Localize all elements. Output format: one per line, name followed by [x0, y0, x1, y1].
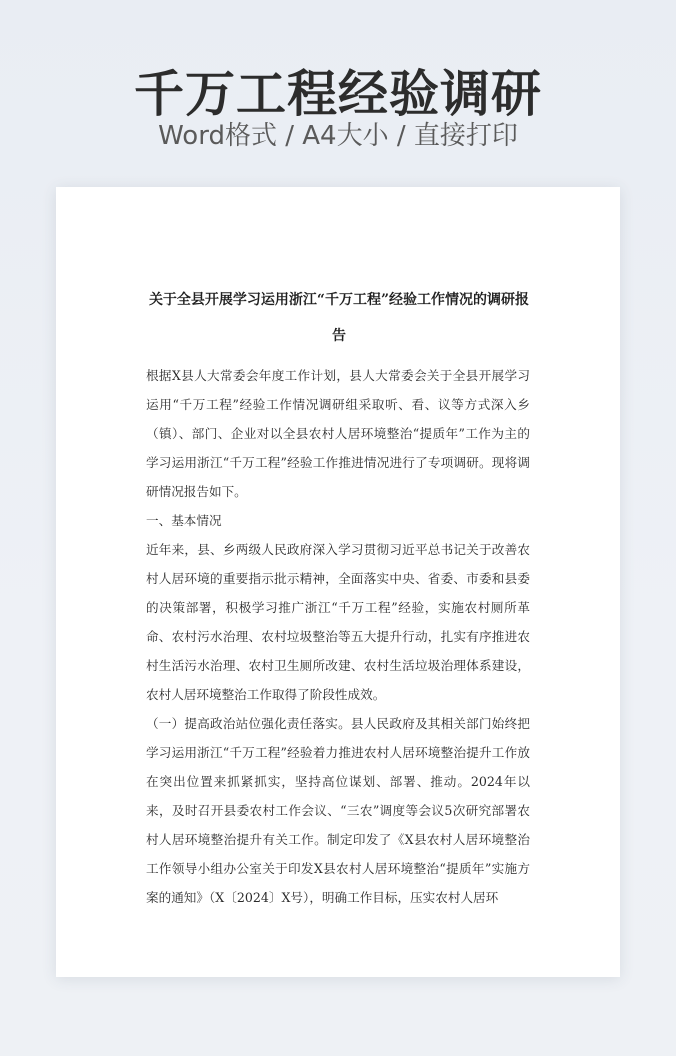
banner-title: 千万工程经验调研	[134, 65, 542, 123]
document-page	[56, 187, 620, 977]
section-heading-basic-situation: 一、基本情况	[146, 513, 222, 528]
banner-subtitle: Word格式 / A4大小 / 直接打印	[158, 121, 518, 151]
paragraph-overview: 近年来，县、乡两级人民政府深入学习贯彻习近平总书记关于改善农村人居环境的重要指示批示精神，全面落实中央、省委、市委和县委的决策部署，积极学习推广浙江“千万工程”经验，实施农村厕所革命、农村污水治理、农村垃圾整治等五大提升行动，扎实有序推进农村生活污水治理、农村卫生厕所改建、农村生活垃圾治理体系建设，农村人居环境整治工作取得了阶段性成效。	[146, 542, 530, 702]
paragraph-intro: 根据X县人大常委会年度工作计划，县人大常委会关于全县开展学习运用“千万工程”经验工作情况调研组采取听、看、议等方式深入乡（镇）、部门、企业对以全县农村人居环境整治“提质年”工作为主的学习运用浙江“千万工程”经验工作推进情况进行了专项调研。现将调研情况报告如下。	[146, 368, 530, 499]
document-title: 关于全县开展学习运用浙江“千万工程”经验工作情况的调研报告	[148, 292, 530, 344]
paragraph-political-position: （一）提高政治站位强化责任落实。县人民政府及其相关部门始终把学习运用浙江“千万工程”经验着力推进农村人居环境整治提升工作放在突出位置来抓紧抓实，坚持高位谋划、部署、推动。2024年以来，及时召开县委农村工作会议、“三农”调度等会议5次研究部署农村人居环境整治提升有关工作。制定印发了《X县农村人居环境整治工作领导小组办公室关于印发X县农村人居环境整治“提质年”实施方案的通知》（X〔2024〕X号），明确工作目标，压实农村人居环	[146, 716, 530, 905]
document-body	[146, 361, 530, 912]
